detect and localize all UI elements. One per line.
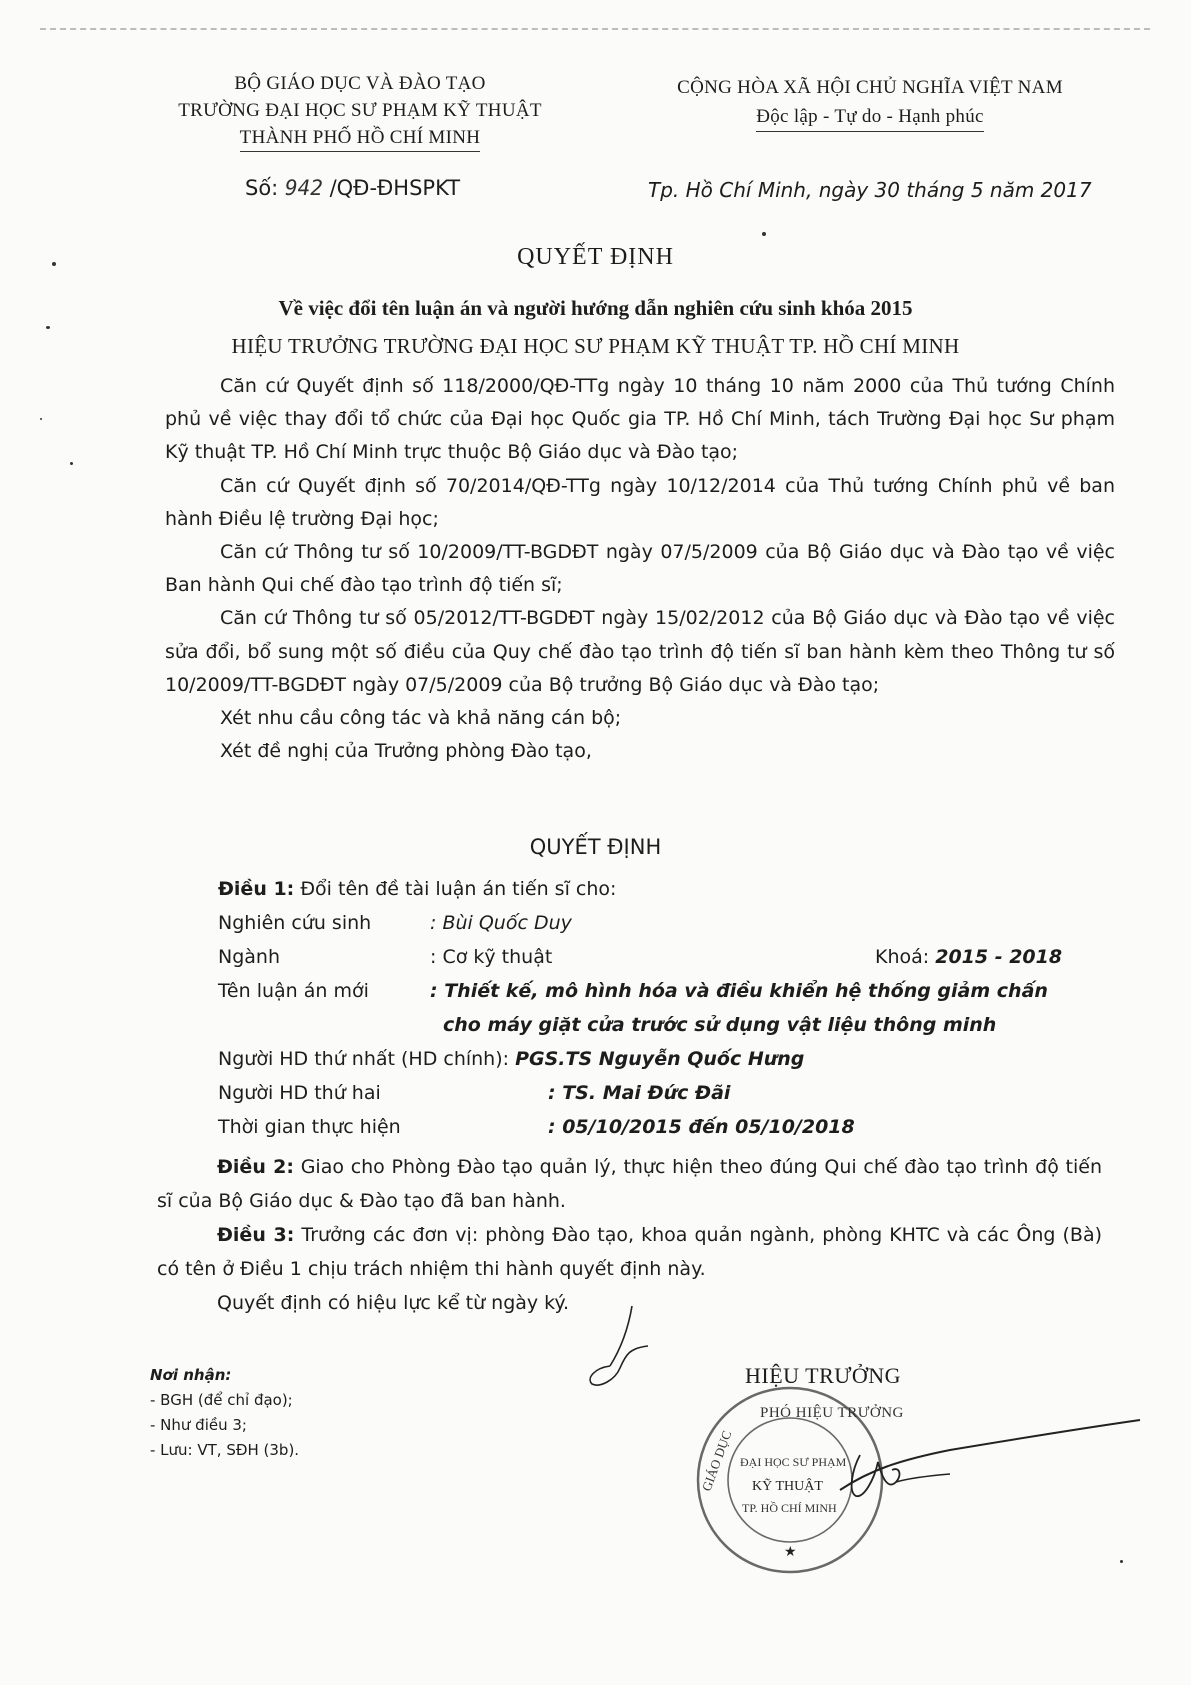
- so-label: Số:: [245, 176, 279, 200]
- recipient-item: - BGH (để chỉ đạo);: [150, 1391, 293, 1409]
- course-label: Khoá:: [875, 946, 930, 968]
- handwritten-signature: [830, 1400, 1150, 1520]
- recipients-block: [150, 1363, 299, 1463]
- thesis-title-line-2: cho máy giặt cửa trước sử dụng vật liệu thông minh: [443, 1014, 997, 1036]
- course-value: 2015 - 2018: [935, 946, 1063, 968]
- document-subject: Về việc đổi tên luận án và người hướng dẫn nghiên cứu sinh khóa 2015: [278, 296, 913, 320]
- university-city: THÀNH PHỐ HỒ CHÍ MINH: [240, 124, 481, 152]
- advisor-2-label: Người HD thứ hai: [218, 1082, 381, 1104]
- speck: [46, 326, 50, 329]
- basis-paragraph: Căn cứ Quyết định số 118/2000/QĐ-TTg ngày 10 tháng 10 năm 2000 của Thủ tướng Chính phủ về việc thay đổi tổ chức của Đại học Quốc gia TP. Hồ Chí Minh, tách Trường Đại học Sư phạm Kỹ thuật TP. Hồ Chí Minh trực thuộc Bộ Giáo dục và Đào tạo;: [165, 375, 1115, 464]
- initials-mark: [570, 1300, 660, 1390]
- document-number: [245, 176, 460, 200]
- signer-subtitle: PHÓ HIỆU TRƯỞNG: [760, 1405, 904, 1421]
- effective-clause: Quyết định có hiệu lực kể từ ngày ký.: [217, 1292, 570, 1314]
- advisor-1-label: Người HD thứ nhất (HD chính):: [218, 1048, 510, 1070]
- speck: [1120, 1560, 1123, 1563]
- article-1: [218, 878, 616, 900]
- period-value: : 05/10/2015 đến 05/10/2018: [548, 1116, 855, 1138]
- university-name: TRƯỜNG ĐẠI HỌC SƯ PHẠM KỸ THUẬT: [178, 100, 542, 121]
- article-1-text: Đổi tên đề tài luận án tiến sĩ cho:: [300, 878, 617, 900]
- advisor-1-value: PGS.TS Nguyễn Quốc Hưng: [515, 1048, 805, 1070]
- national-header: [650, 73, 1090, 132]
- article-2-text: Giao cho Phòng Đào tạo quản lý, thực hiện theo đúng Qui chế đào tạo trình độ tiến sĩ của Bộ Giáo dục & Đào tạo đã ban hành.: [157, 1156, 1102, 1212]
- consideration-1: Xét nhu cầu công tác và khả năng cán bộ;: [220, 707, 622, 730]
- issuing-authority: HIỆU TRƯỞNG TRƯỜNG ĐẠI HỌC SƯ PHẠM KỸ THUẬT TP. HỒ CHÍ MINH: [231, 334, 960, 358]
- speck: [70, 462, 73, 465]
- signer-title: HIỆU TRƯỞNG: [745, 1363, 901, 1388]
- consideration-2: Xét đề nghị của Trưởng phòng Đào tạo,: [220, 740, 592, 763]
- document-title: QUYẾT ĐỊNH: [517, 244, 674, 270]
- article-3-label: Điều 3:: [217, 1224, 295, 1246]
- major-value: : Cơ kỹ thuật: [430, 946, 553, 968]
- recipient-item: - Như điều 3;: [150, 1416, 247, 1434]
- articles-2-3: [157, 1150, 1102, 1320]
- basis-paragraph: Căn cứ Quyết định số 70/2014/QĐ-TTg ngày 10/12/2014 của Thủ tướng Chính phủ về ban hành Điều lệ trường Đại học;: [165, 474, 1115, 530]
- decision-heading: QUYẾT ĐỊNH: [529, 835, 662, 859]
- student-value: : Bùi Quốc Duy: [430, 912, 572, 934]
- advisor-1: [218, 1048, 804, 1070]
- course: [875, 946, 1062, 968]
- place-date: Tp. Hồ Chí Minh, ngày 30 tháng 5 năm 2017: [648, 178, 1092, 202]
- seal-line-3: TP. HỒ CHÍ MINH: [742, 1501, 837, 1515]
- so-number-handwritten: 942: [284, 176, 323, 200]
- so-suffix: /QĐ-ĐHSPKT: [329, 176, 461, 200]
- seal-star: ★: [784, 1544, 797, 1560]
- article-3-text: Trưởng các đơn vị: phòng Đào tạo, khoa quản ngành, phòng KHTC và các Ông (Bà) có tên ở Điều 1 chịu trách nhiệm thi hành quyết định này.: [157, 1224, 1102, 1280]
- republic-name: CỘNG HÒA XÃ HỘI CHỦ NGHĨA VIỆT NAM: [677, 77, 1063, 98]
- period-label: Thời gian thực hiện: [218, 1116, 401, 1138]
- basis-paragraph: Căn cứ Thông tư số 10/2009/TT-BGDĐT ngày 07/5/2009 của Bộ Giáo dục và Đào tạo về việc Ban hành Qui chế đào tạo trình độ tiến sĩ;: [165, 541, 1115, 597]
- article-1-label: Điều 1:: [218, 878, 295, 900]
- seal-line-1: ĐẠI HỌC SƯ PHẠM: [740, 1455, 847, 1469]
- article-3: [157, 1218, 1102, 1286]
- national-motto: Độc lập - Tự do - Hạnh phúc: [756, 102, 984, 132]
- article-2: [157, 1150, 1102, 1218]
- seal-ring-text: GIÁO DỤC: [698, 1428, 735, 1494]
- article-2-label: Điều 2:: [217, 1156, 294, 1178]
- seal-line-2: KỸ THUẬT: [752, 1479, 823, 1494]
- major-label: Ngành: [218, 946, 281, 968]
- speck: [762, 232, 766, 236]
- legal-basis: [165, 370, 1115, 768]
- advisor-2-value: : TS. Mai Đức Đãi: [548, 1082, 731, 1104]
- scan-edge-line: [40, 28, 1150, 32]
- ministry-name: BỘ GIÁO DỤC VÀ ĐÀO TẠO: [234, 73, 486, 94]
- recipient-item: - Lưu: VT, SĐH (3b).: [150, 1441, 300, 1459]
- basis-paragraph: Căn cứ Thông tư số 05/2012/TT-BGDĐT ngày 15/02/2012 của Bộ Giáo dục và Đào tạo về việc sửa đổi, bổ sung một số điều của Quy chế đào tạo trình độ tiến sĩ ban hành kèm theo Thông tư số 10/2009/TT-BGDĐT ngày 07/5/2009 của Bộ trưởng Bộ Giáo dục và Đào tạo;: [165, 607, 1115, 696]
- recipients-heading: Nơi nhận:: [150, 1366, 232, 1384]
- speck: [40, 418, 42, 420]
- issuer-block: [170, 70, 550, 152]
- thesis-label: Tên luận án mới: [218, 980, 369, 1002]
- thesis-title-line-1: : Thiết kế, mô hình hóa và điều khiển hệ thống giảm chấn: [430, 980, 1048, 1002]
- student-label: Nghiên cứu sinh: [218, 912, 372, 934]
